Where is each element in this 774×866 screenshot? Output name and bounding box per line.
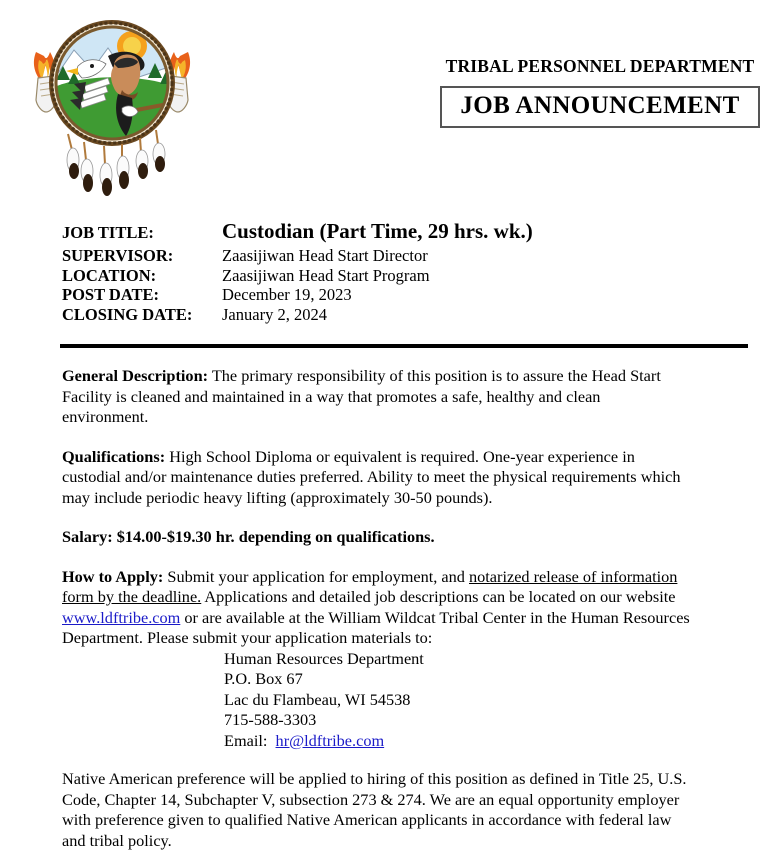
website-link[interactable]: www.ldftribe.com [62,607,181,627]
address-line-email [224,731,690,752]
document-header [0,0,774,200]
qualifications-text: High School Diploma or equivalent is required. One-year experience in custodial and/or maintenance duties preferred. Ability to meet the physical requirements which may include periodic heavy lifting (approximately 30-50 pounds). [62,446,681,507]
post-date-label: POST DATE: [62,285,160,304]
how-to-apply-text-3: or are available at the William Wildcat Tribal Center in the Human Resources Department. Please submit your application materials to: [62,607,690,647]
general-description-label: General Description: [62,366,209,385]
job-details [62,218,752,324]
address-line-city-state-zip: Lac du Flambeau, WI 54538 [224,689,411,709]
how-to-apply-text-2: Applications and detailed job descriptions can be located on our website [201,587,676,606]
preference-notice [62,769,690,851]
preference-notice-text: Native American preference will be applied to hiring of this position as defined in Title 25, U.S. Code, Chapter 14, Subchapter V, subsection 273 & 274. We are an equal opportunity employer with preference given to qualified Native American applicants in accordance with federal law and tribal policy. [62,769,687,850]
notarized-release-emphasis: notarized release of information form by the deadline. [62,566,678,606]
job-title-label: JOB TITLE: [62,223,154,242]
job-announcement-box [440,86,760,128]
email-label: Email: [224,730,268,750]
document-body [62,366,690,751]
header-text-block [440,56,760,128]
salary-label: Salary: [62,527,113,546]
table-row [62,246,533,266]
location-value: Zaasijiwan Head Start Program [222,265,430,285]
table-row [62,305,533,325]
email-link[interactable]: hr@ldftribe.com [275,730,385,750]
post-date-value: December 19, 2023 [222,285,352,304]
salary-text: $14.00-$19.30 hr. depending on qualifications. [112,527,435,546]
address-line-department: Human Resources Department [224,648,424,668]
job-title-value: Custodian (Part Time, 29 hrs. wk.) [222,219,533,243]
address-line-po-box: P.O. Box 67 [224,669,303,688]
job-announcement-title: JOB ANNOUNCEMENT [460,92,740,119]
address-line-phone: 715-588-3303 [224,710,317,729]
location-label: LOCATION: [62,265,157,285]
closing-date-label: CLOSING DATE: [62,304,193,324]
general-description-text: The primary responsibility of this position is to assure the Head Start Facility is cleaned and maintained in a way that promotes a safe, healthy and clean environment. [62,366,661,426]
how-to-apply-text-1: Submit your application for employment, and [163,566,469,586]
tribal-seal-icon [22,8,202,200]
general-description-paragraph [62,366,690,428]
closing-date-value: January 2, 2024 [222,304,327,324]
table-row [62,266,533,286]
horizontal-divider [60,344,748,348]
table-row [62,285,533,305]
supervisor-label: SUPERVISOR: [62,246,174,265]
table-row [62,218,533,246]
department-title: TRIBAL PERSONNEL DEPARTMENT [445,56,755,76]
qualifications-label: Qualifications: [62,446,166,466]
how-to-apply-paragraph [62,567,690,649]
salary-paragraph [62,527,690,548]
qualifications-paragraph [62,447,690,509]
how-to-apply-label: How to Apply: [62,566,164,586]
supervisor-value: Zaasijiwan Head Start Director [222,246,428,265]
mailing-address-block [62,649,690,752]
job-details-table [62,218,533,324]
